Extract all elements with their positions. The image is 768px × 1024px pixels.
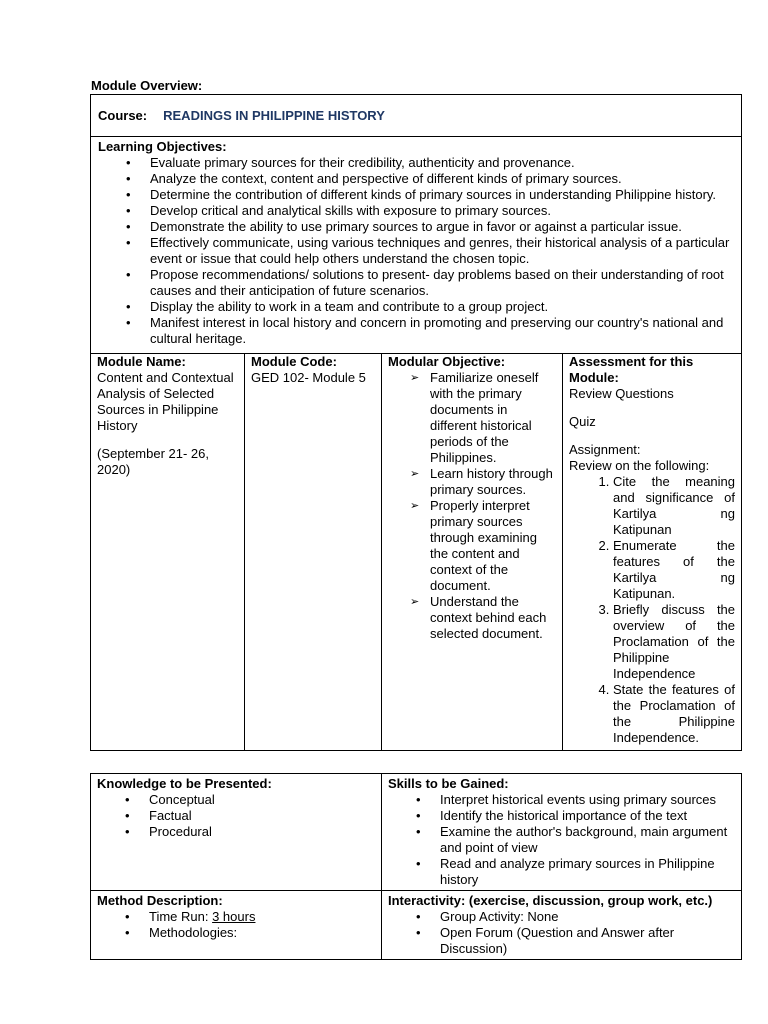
method-cell xyxy=(91,891,382,960)
list-item: ➢ Understand the context behind each selected document. xyxy=(430,594,556,642)
assessment-quiz: Quiz xyxy=(569,414,596,429)
list-item: • Conceptual xyxy=(149,792,375,808)
list-item: • Examine the author's background, main argument and point of view xyxy=(440,824,735,856)
modular-objective-cell xyxy=(382,354,563,751)
list-item: • Determine the contribution of different kinds of primary sources in understanding Philippine history. xyxy=(150,187,735,203)
interactivity-list xyxy=(388,909,735,957)
skills-cell xyxy=(382,774,742,891)
course-label: Course: xyxy=(98,107,148,123)
list-item: 1. Cite the meaning and significance of Kartilya ng Katipunan xyxy=(613,474,735,538)
module-overview-table xyxy=(90,94,742,751)
list-item: • Develop critical and analytical skills with exposure to primary sources. xyxy=(150,203,735,219)
list-item: • Manifest interest in local history and concern in promoting and preserving our country's national and cultural heritage. xyxy=(150,315,735,347)
list-item: • Effectively communicate, using various techniques and genres, their historical analysis of a particular event or issue that could help others understand the chosen topic. xyxy=(150,235,735,267)
module-overview-title: Module Overview: xyxy=(91,78,203,93)
list-item: • Demonstrate the ability to use primary sources to argue in favor or against a particular issue. xyxy=(150,219,735,235)
assessment-review: Review Questions xyxy=(569,386,674,401)
module-code-heading: Module Code: xyxy=(251,354,337,369)
list-item: • Display the ability to work in a team and contribute to a group project. xyxy=(150,299,735,315)
module-name-value: Content and Contextual Analysis of Selected Sources in Philippine History xyxy=(97,370,234,433)
learning-objectives-heading: Learning Objectives: xyxy=(98,139,227,154)
skills-heading: Skills to be Gained: xyxy=(388,776,509,791)
list-item: ➢ Familiarize oneself with the primary documents in different historical periods of the Philippines. xyxy=(430,370,556,466)
assessment-list xyxy=(569,474,735,746)
skills-list xyxy=(388,792,735,888)
module-code-value: GED 102- Module 5 xyxy=(251,370,366,385)
modular-objective-heading: Modular Objective: xyxy=(388,354,506,369)
method-heading: Method Description: xyxy=(97,893,223,908)
knowledge-list xyxy=(97,792,375,840)
assessment-review-following: Review on the following: xyxy=(569,458,710,473)
module-name-cell xyxy=(91,354,245,751)
list-item: • Open Forum (Question and Answer after Discussion) xyxy=(440,925,735,957)
assessment-assignment: Assignment: xyxy=(569,442,641,457)
list-item: • Methodologies: xyxy=(149,925,375,941)
time-run-label: Time Run: xyxy=(149,909,213,924)
list-item xyxy=(149,909,375,925)
assessment-heading: Assessment for this Module: xyxy=(569,354,694,385)
module-code-cell xyxy=(245,354,382,751)
list-item: 4. State the features of the Proclamation of the Philippine Independence. xyxy=(613,682,735,746)
list-item: 2. Enumerate the features of the Kartilya ng Katipunan. xyxy=(613,538,735,602)
module-name-heading: Module Name: xyxy=(97,354,186,369)
modular-objective-list xyxy=(388,370,556,642)
learning-objectives-list xyxy=(98,155,735,347)
list-item: • Procedural xyxy=(149,824,375,840)
knowledge-cell xyxy=(91,774,382,891)
list-item: • Read and analyze primary sources in Philippine history xyxy=(440,856,735,888)
time-run-value: 3 hours xyxy=(212,909,256,924)
list-item: ➢ Learn history through primary sources. xyxy=(430,466,556,498)
interactivity-cell xyxy=(382,891,742,960)
list-item: • Evaluate primary sources for their credibility, authenticity and provenance. xyxy=(150,155,735,171)
list-item: • Propose recommendations/ solutions to present- day problems based on their understanding of root causes and their anticipation of future scenarios. xyxy=(150,267,735,299)
assessment-cell xyxy=(563,354,742,751)
learning-objectives-cell xyxy=(91,137,742,354)
list-item: • Group Activity: None xyxy=(440,909,735,925)
module-dates: (September 21- 26, 2020) xyxy=(97,446,210,477)
list-item: • Factual xyxy=(149,808,375,824)
list-item: • Identify the historical importance of the text xyxy=(440,808,735,824)
list-item: ➢ Properly interpret primary sources through examining the content and context of the document. xyxy=(430,498,556,594)
knowledge-skills-table xyxy=(90,773,742,960)
list-item: 3. Briefly discuss the overview of the Proclamation of the Philippine Independence xyxy=(613,602,735,682)
method-list xyxy=(97,909,375,941)
course-name: READINGS IN PHILIPPINE HISTORY xyxy=(163,107,385,123)
interactivity-heading: Interactivity: (exercise, discussion, group work, etc.) xyxy=(388,893,713,908)
course-row xyxy=(91,95,742,137)
list-item: • Interpret historical events using primary sources xyxy=(440,792,735,808)
list-item: • Analyze the context, content and perspective of different kinds of primary sources. xyxy=(150,171,735,187)
knowledge-heading: Knowledge to be Presented: xyxy=(97,776,272,791)
